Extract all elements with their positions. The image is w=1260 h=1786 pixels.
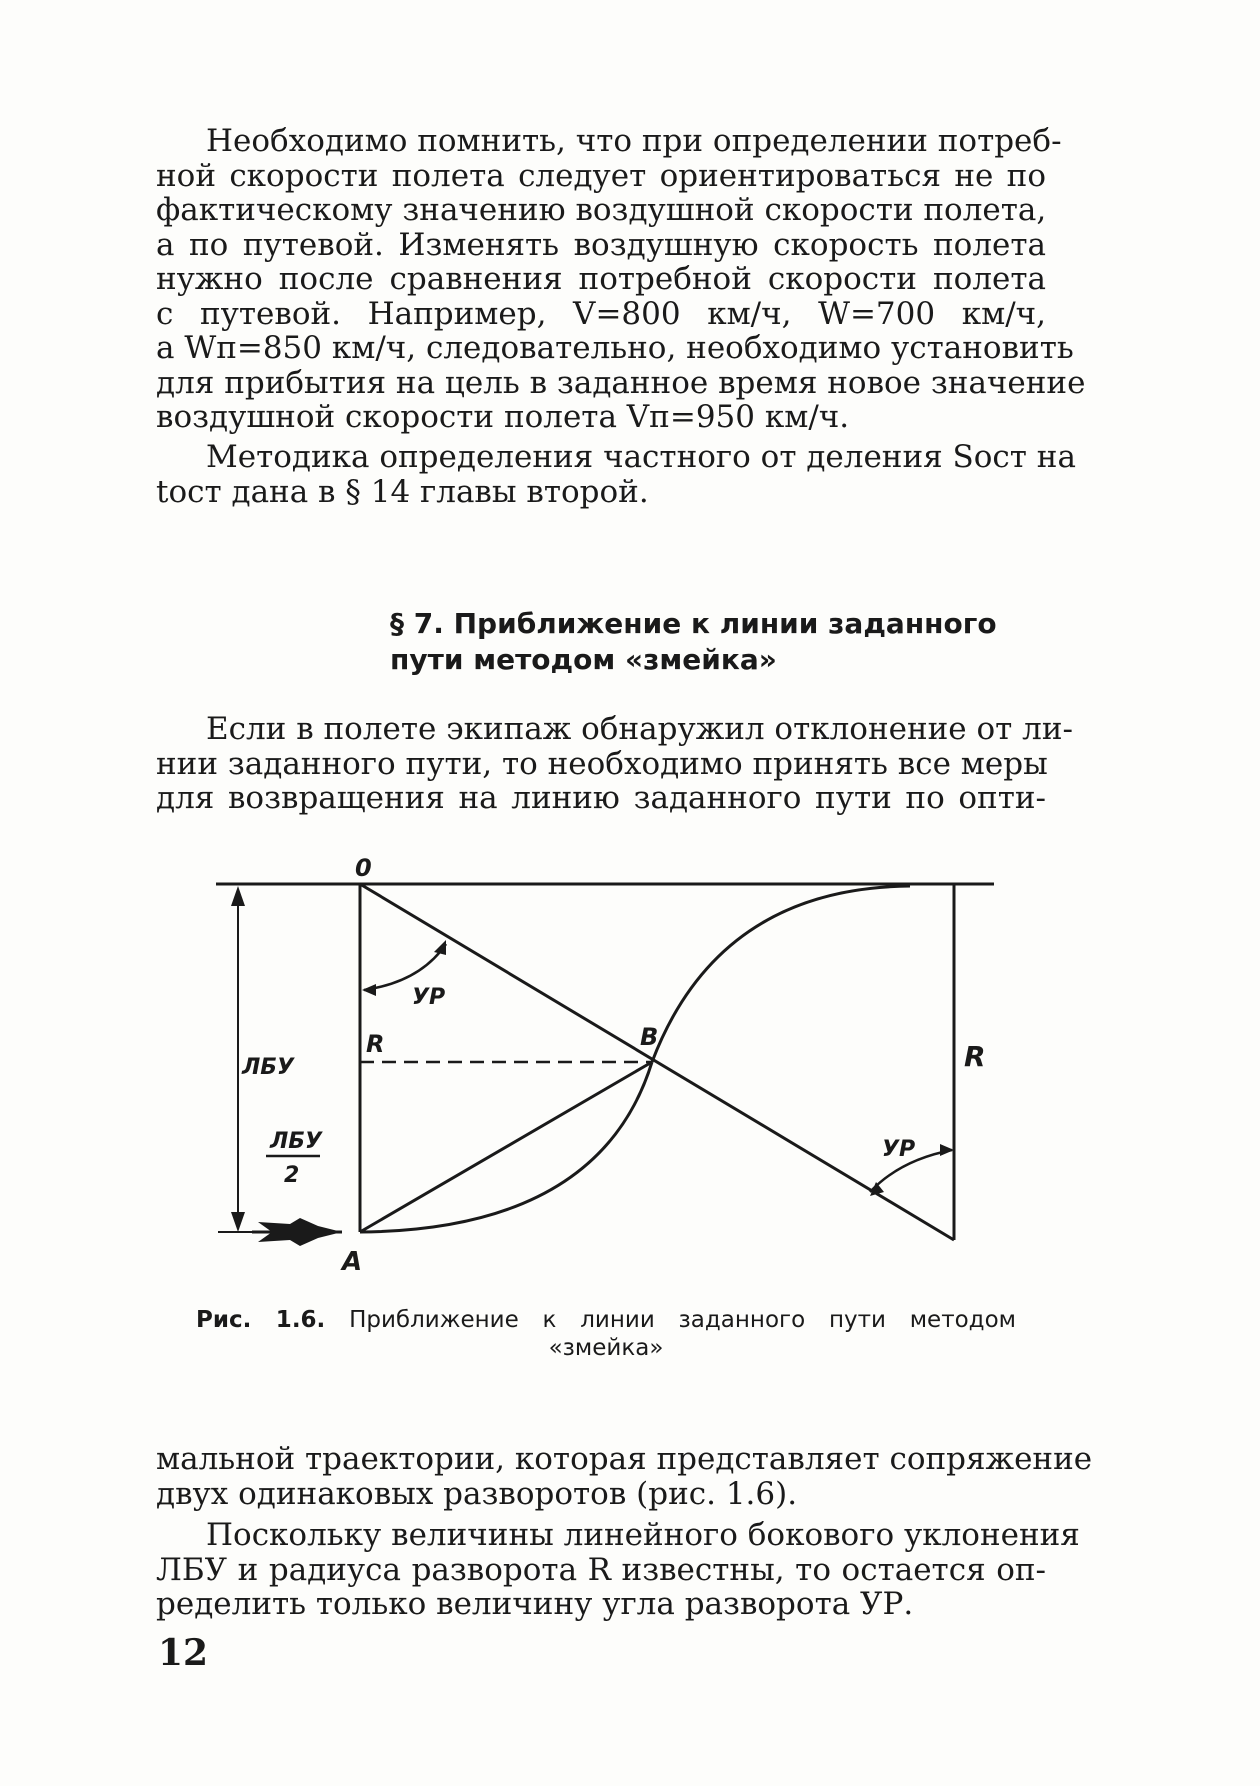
- figure-caption: [196, 1306, 1016, 1362]
- paragraph-trajectory: [156, 1441, 1093, 1512]
- label-point-b: B: [640, 1023, 659, 1051]
- lbu-arrow-top: [231, 886, 245, 906]
- label-lbu-half-den: 2: [284, 1163, 300, 1188]
- caption-figure-number: Рис. 1.6.: [196, 1307, 326, 1333]
- text-line: Если в полете экипаж обнаружил отклонение от ли-: [206, 711, 1073, 747]
- line-ab: [360, 1062, 652, 1232]
- text-line: двух одинаковых разворотов (рис. 1.6).: [156, 1475, 798, 1512]
- text-line: для прибытия на цель в заданное время новое значение: [156, 364, 1086, 401]
- second-turn-arc: [652, 886, 910, 1062]
- angle-arc-top: [364, 944, 446, 990]
- caption-text: Приближение к линии заданного пути методом: [349, 1307, 1017, 1333]
- angle-arrow-bottom-end: [940, 1144, 954, 1156]
- section-title-line: пути методом «змейка»: [390, 643, 777, 676]
- page-number: 12: [158, 1632, 209, 1674]
- text-line: для возвращения на линию заданного пути по опти-: [156, 780, 1046, 816]
- label-radius-left: R: [366, 1030, 385, 1058]
- label-radius-right: R: [964, 1040, 986, 1073]
- label-point-a: A: [342, 1247, 363, 1277]
- text-line: а по путевой. Изменять воздушную скорость полета: [156, 226, 1046, 263]
- angle-arrow-top: [434, 940, 446, 955]
- text-line: а Wп=850 км/ч, следовательно, необходимо установить: [156, 330, 1074, 366]
- text-line: нужно после сравнения потребной скорости полета: [156, 261, 1046, 297]
- label-angle-bottom: УР: [882, 1137, 916, 1162]
- text-line: Методика определения частного от деления Sост на: [206, 439, 1076, 475]
- label-lbu-half-num: ЛБУ: [270, 1129, 323, 1154]
- angle-arrow-top-start: [362, 984, 376, 996]
- text-line: ной скорости полета следует ориентироваться не по: [156, 157, 1046, 194]
- caption-line: «змейка»: [548, 1335, 664, 1361]
- text-line: tост дана в § 14 главы второй.: [156, 473, 649, 510]
- text-line: Поскольку величины линейного бокового уклонения: [206, 1517, 1080, 1553]
- lbu-arrow-bottom: [231, 1212, 245, 1232]
- paragraph-angle: [156, 1517, 1080, 1622]
- caption-line: [196, 1306, 1016, 1334]
- label-point-o: 0: [355, 854, 372, 882]
- text-line: с путевой. Например, V=800 км/ч, W=700 км/ч,: [156, 295, 1046, 332]
- label-lbu: ЛБУ: [242, 1055, 295, 1080]
- text-line: нии заданного пути, то необходимо принять все меры: [156, 745, 1048, 782]
- text-line: воздушной скорости полета Vп=950 км/ч.: [156, 399, 850, 435]
- text-line: Необходимо помнить, что при определении потреб-: [206, 123, 1062, 159]
- text-line: мальной траектории, которая представляет сопряжение: [156, 1441, 1093, 1477]
- aircraft-icon: [252, 1218, 342, 1246]
- text-line: ЛБУ и радиуса разворота R известны, то остается оп-: [156, 1551, 1046, 1588]
- text-line: ределить только величину угла разворота УР.: [156, 1586, 914, 1622]
- text-line: фактическому значению воздушной скорости полета,: [156, 192, 1047, 228]
- section-title-line: § 7. Приближение к линии заданного: [390, 607, 997, 640]
- label-angle-top: УР: [412, 985, 446, 1010]
